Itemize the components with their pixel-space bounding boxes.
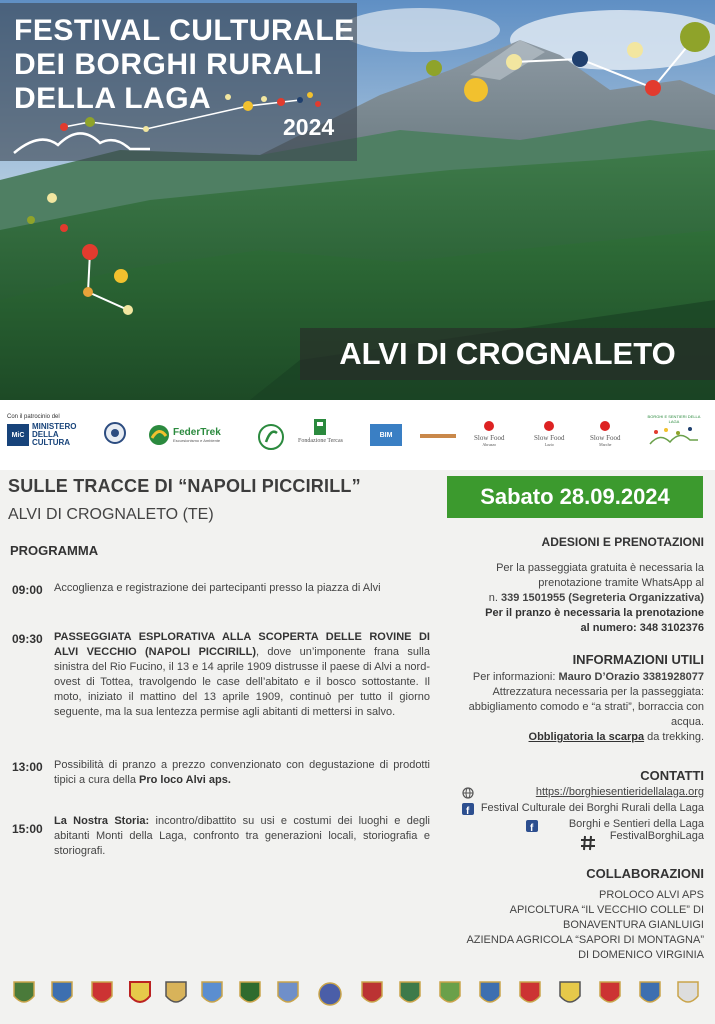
info-trekking-required: Obbligatoria la scarpa bbox=[528, 731, 645, 743]
coat-of-arms-icon bbox=[676, 978, 700, 1010]
ministero-line-3: CULTURA bbox=[32, 438, 71, 447]
fondazione-tercas-label: Fondazione Tercas bbox=[298, 438, 343, 444]
festival-title-box bbox=[0, 3, 357, 161]
small-banner-logo bbox=[420, 432, 456, 440]
collaborazioni-block bbox=[384, 888, 704, 963]
info-line-1 bbox=[404, 670, 704, 685]
adesioni-line-2: prenotazione tramite WhatsApp al bbox=[538, 577, 704, 589]
adesioni-block bbox=[404, 561, 704, 636]
globe-icon bbox=[462, 787, 474, 799]
sponsor-strip bbox=[0, 400, 715, 470]
snail-icon bbox=[598, 420, 612, 432]
hashtag-icon bbox=[580, 835, 596, 851]
info-line-5 bbox=[404, 730, 704, 745]
adesioni-line-4: Per il pranzo è necessaria la prenotazione bbox=[485, 607, 704, 619]
slowfood-sub-3: Marche bbox=[599, 442, 612, 447]
federtrek-icon bbox=[148, 424, 170, 446]
borghi-sentieri-logo bbox=[646, 414, 702, 450]
adesioni-line-5: al numero: 348 3102376 bbox=[580, 622, 704, 634]
info-line-3: abbigliamento comodo e “a strati”, borraccia con bbox=[468, 701, 704, 713]
website-link[interactable]: https://borghiesentieridellalaga.org bbox=[535, 786, 704, 798]
program-desc-3: Possibilità di pranzo a prezzo convenzionato con degustazione di prodotti tipici a cura della bbox=[54, 759, 430, 786]
banner-icon bbox=[420, 432, 456, 440]
info-contact: Mauro D’Orazio 3381928077 bbox=[558, 671, 704, 683]
coat-of-arms-icon bbox=[50, 978, 74, 1010]
coat-of-arms-icon bbox=[164, 978, 188, 1010]
slowfood-label-3: Slow Food bbox=[590, 434, 621, 442]
program-desc-1: Accoglienza e registrazione dei partecipanti presso la piazza di Alvi bbox=[54, 582, 381, 594]
federtrek-logo bbox=[148, 424, 221, 446]
collaboratore-2-name: BONAVENTURA GIANLUIGI bbox=[563, 919, 704, 931]
bim-badge: BIM bbox=[370, 424, 402, 446]
program-time-3: 13:00 bbox=[12, 760, 43, 774]
adesioni-phone: 339 1501955 (Segreteria Organizzativa) bbox=[500, 592, 704, 604]
program-text-1 bbox=[54, 581, 430, 596]
ministero-line-2: DELLA bbox=[32, 430, 59, 439]
info-line-4: acqua. bbox=[670, 716, 704, 728]
informazioni-heading: INFORMAZIONI UTILI bbox=[572, 652, 704, 667]
program-text-3 bbox=[54, 758, 430, 788]
slowfood-sub-2: Lazio bbox=[544, 442, 554, 447]
emblem-logo bbox=[104, 420, 126, 446]
festival-year: 2024 bbox=[283, 114, 335, 140]
program-bold-3: Pro loco Alvi aps. bbox=[139, 774, 231, 786]
program-desc-2: , dove un’imponente frana sulla sinistra del Rio Fucino, il 13 e 14 aprile 1909 distrusse il paese di Alvi a nord-ovest di Tottea, travolgendo le case dell’abitato e il bosco sottostante. Il moto, iniziato il mattino del 13 aprile 1909, continuò per tutto il giorno seguente, ma la sua lentezza permise agli abitanti di mettersi in salvo. bbox=[54, 646, 430, 718]
adesioni-line-3-prefix: n. bbox=[488, 592, 501, 604]
program-desc-4: incontro/dibattito su usi e costumi dei luoghi e degli abitanti Monti della Laga, confronto tra generazioni locali, storiografia e storiografi. bbox=[54, 815, 430, 857]
adesioni-line-1: Per la passeggiata gratuita è necessaria la bbox=[496, 562, 704, 574]
leaf-icon bbox=[258, 424, 284, 450]
municipal-emblems-row bbox=[0, 978, 715, 1018]
info-line-2: Attrezzatura necessaria per la passeggiata: bbox=[492, 686, 704, 698]
coat-of-arms-icon bbox=[638, 978, 662, 1010]
slowfood-label-1: Slow Food bbox=[474, 434, 505, 442]
program-bold-4: La Nostra Storia: bbox=[54, 815, 150, 827]
slowfood-lazio-logo bbox=[534, 420, 565, 447]
coat-of-arms-icon bbox=[398, 978, 422, 1010]
facebook-page-festival[interactable]: Festival Culturale dei Borghi Rurali della Laga bbox=[480, 802, 704, 814]
festival-title-line-3: DELLA LAGA bbox=[14, 82, 212, 115]
svg-text:f: f bbox=[530, 823, 534, 832]
borghi-logo-icon bbox=[646, 424, 702, 450]
ministero-text bbox=[32, 423, 76, 447]
collaboratore-1: PROLOCO ALVI APS bbox=[599, 889, 704, 901]
contatti-heading: CONTATTI bbox=[640, 768, 704, 783]
coat-of-arms-icon bbox=[128, 978, 152, 1010]
slowfood-marche-logo bbox=[590, 420, 621, 447]
informazioni-block bbox=[404, 670, 704, 745]
shield-icon bbox=[104, 420, 126, 446]
program-bold-2: PASSEGGIATA ESPLORATIVA ALLA SCOPERTA DELLE ROVINE DI ALVI VECCHIO (NAPOLI PICCIRILL) bbox=[54, 631, 430, 658]
coat-of-arms-icon bbox=[518, 978, 542, 1010]
event-place: ALVI DI CROGNALETO (TE) bbox=[8, 506, 214, 523]
svg-text:f: f bbox=[466, 806, 470, 815]
coat-of-arms-icon bbox=[360, 978, 384, 1010]
federtrek-label: FederTrek bbox=[173, 427, 221, 438]
coat-of-arms-icon bbox=[90, 978, 114, 1010]
slowfood-label-2: Slow Food bbox=[534, 434, 565, 442]
coat-of-arms-icon bbox=[318, 978, 342, 1010]
coat-of-arms-icon bbox=[238, 978, 262, 1010]
bim-logo bbox=[370, 424, 402, 446]
fondazione-tercas-logo bbox=[298, 418, 343, 444]
borghi-logo-label: BORGHI E SENTIERI DELLA LAGA bbox=[647, 414, 701, 424]
snail-icon bbox=[482, 420, 496, 432]
coat-of-arms-icon bbox=[276, 978, 300, 1010]
program-text-2 bbox=[54, 630, 430, 720]
snail-icon bbox=[542, 420, 556, 432]
programma-heading: PROGRAMMA bbox=[10, 543, 99, 558]
event-date: Sabato 28.09.2024 bbox=[447, 476, 703, 518]
collaborazioni-heading: COLLABORAZIONI bbox=[586, 866, 704, 881]
hashtag-text[interactable]: FestivalBorghiLaga bbox=[609, 830, 704, 842]
slowfood-abruzzo-logo bbox=[474, 420, 505, 447]
mic-badge: MiC bbox=[7, 424, 29, 446]
location-banner bbox=[300, 328, 715, 380]
program-text-4 bbox=[54, 814, 430, 859]
coat-of-arms-icon bbox=[438, 978, 462, 1010]
federtrek-sub: Escursionismo e Ambiente bbox=[173, 438, 221, 443]
coat-of-arms-icon bbox=[558, 978, 582, 1010]
adesioni-heading: ADESIONI E PRENOTAZIONI bbox=[541, 535, 704, 549]
facebook-page-borghi[interactable]: Borghi e Sentieri della Laga bbox=[568, 818, 704, 830]
collaboratore-3-name: DI DOMENICO VIRGINIA bbox=[578, 949, 704, 961]
facebook-icon bbox=[462, 803, 474, 815]
location-name: ALVI DI CROGNALETO bbox=[339, 336, 676, 371]
festival-title-line-2: DEI BORGHI RURALI bbox=[14, 48, 323, 81]
coat-of-arms-icon bbox=[200, 978, 224, 1010]
info-line-5-rest: da trekking. bbox=[644, 731, 704, 743]
patrocinio-label: Con il patrocinio del bbox=[7, 414, 60, 420]
coat-of-arms-icon bbox=[598, 978, 622, 1010]
event-title: SULLE TRACCE DI “NAPOLI PICCIRILL” bbox=[8, 476, 361, 496]
program-time-2: 09:30 bbox=[12, 632, 43, 646]
info-line-1-prefix: Per informazioni: bbox=[472, 671, 559, 683]
tercas-icon bbox=[312, 418, 328, 436]
collaboratore-2: APICOLTURA “IL VECCHIO COLLE” DI bbox=[509, 904, 704, 916]
program-time-4: 15:00 bbox=[12, 822, 43, 836]
coat-of-arms-icon bbox=[12, 978, 36, 1010]
ministero-line-1: MINISTERO bbox=[32, 422, 77, 431]
coat-of-arms-icon bbox=[478, 978, 502, 1010]
slowfood-sub-1: Abruzzo bbox=[482, 442, 497, 447]
collaboratore-3: AZIENDA AGRICOLA “SAPORI DI MONTAGNA” bbox=[466, 934, 704, 946]
adesioni-line-3 bbox=[404, 591, 704, 606]
ministero-cultura-logo bbox=[7, 423, 76, 447]
facebook-icon bbox=[526, 820, 538, 832]
title-logo-graphic bbox=[0, 3, 357, 161]
hero-banner bbox=[0, 0, 715, 400]
festival-title-line-1: FESTIVAL CULTURALE bbox=[14, 14, 355, 47]
program-time-1: 09:00 bbox=[12, 583, 43, 597]
leaf-logo bbox=[258, 424, 284, 450]
